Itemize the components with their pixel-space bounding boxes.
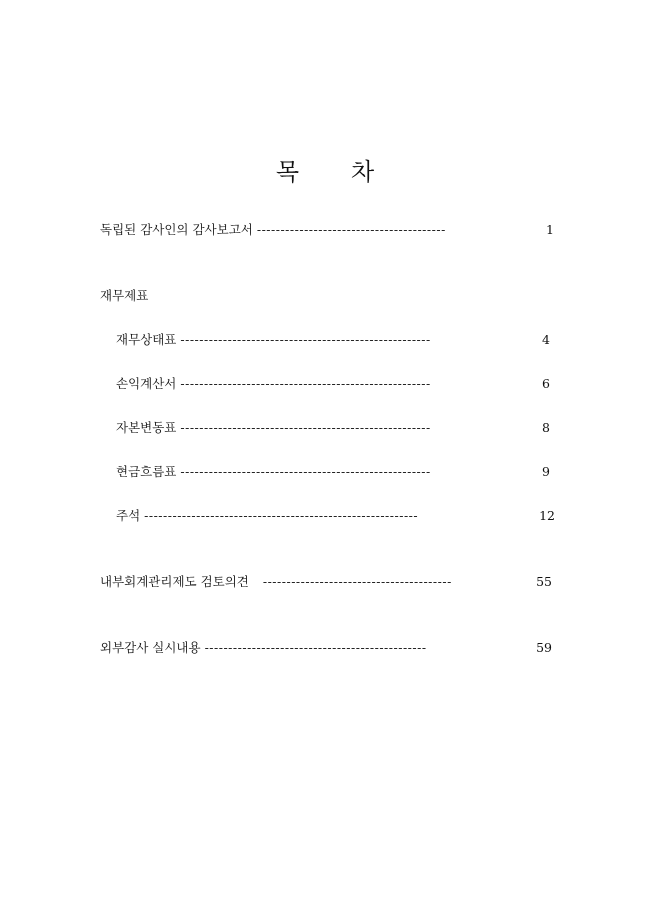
toc-entry-auditor-report	[100, 222, 535, 238]
toc-entry-page: 55	[536, 574, 552, 589]
toc-leader: -----------------------------------------------------	[180, 420, 431, 435]
toc-entry-page: 4	[542, 332, 550, 347]
toc-entry-label: 외부감사 실시내용	[100, 640, 201, 655]
toc-entry-income-statement	[116, 376, 532, 392]
toc-entry-cash-flow	[116, 464, 532, 480]
title-char-1: 목	[275, 158, 299, 186]
toc-entry-label: 손익계산서	[116, 376, 177, 391]
toc-leader: ----------------------------------------------------------	[144, 508, 419, 523]
toc-leader: ----------------------------------------	[256, 222, 446, 237]
toc-entry-label: 자본변동표	[116, 420, 177, 435]
toc-entry-balance-sheet	[116, 332, 532, 348]
toc-leader: -----------------------------------------------------	[180, 332, 431, 347]
toc-entry-label: 주석	[116, 508, 141, 523]
toc-entry-page: 12	[539, 508, 555, 523]
page-title	[0, 152, 650, 187]
toc-entry-page: 9	[542, 464, 550, 479]
toc-entry-changes-in-equity	[116, 420, 528, 436]
toc-entry-internal-control-review	[100, 574, 534, 590]
toc-entry-page: 8	[542, 420, 550, 435]
section-heading-financial-statements: 재무제표	[100, 288, 149, 303]
toc-entry-page: 59	[536, 640, 552, 655]
toc-leader: -----------------------------------------------	[204, 640, 427, 655]
toc-leader: -----------------------------------------------------	[180, 376, 431, 391]
toc-entry-page: 6	[542, 376, 550, 391]
toc-entry-label: 내부회계관리제도 검토의견	[100, 574, 249, 589]
toc-leader: -----------------------------------------------------	[180, 464, 431, 479]
toc-entry-page: 1	[546, 222, 554, 237]
toc-entry-label: 재무상태표	[116, 332, 177, 347]
toc-entry-external-audit-details	[100, 640, 534, 656]
title-char-2: 차	[351, 158, 375, 186]
toc-entry-label: 독립된 감사인의 감사보고서	[100, 222, 253, 237]
toc-entry-notes	[116, 508, 530, 524]
toc-entry-label: 현금흐름표	[116, 464, 177, 479]
toc-leader: ----------------------------------------	[262, 574, 452, 589]
